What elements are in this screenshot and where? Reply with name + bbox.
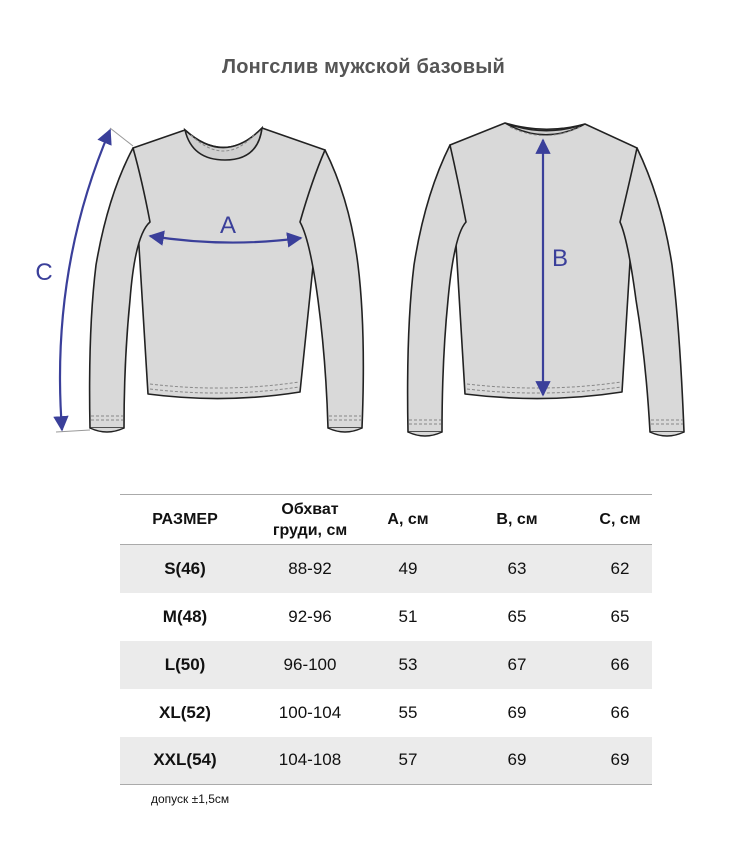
- cell-chest: 100-104: [278, 702, 342, 722]
- cell-c: 69: [610, 750, 630, 770]
- cell-a: 57: [398, 750, 418, 770]
- cell-c: 66: [610, 654, 630, 674]
- page-title: Лонгслив мужской базовый: [222, 56, 505, 78]
- cell-chest: 96-100: [283, 654, 337, 674]
- header-a: A, см: [387, 511, 429, 528]
- cell-a: 51: [398, 606, 418, 626]
- cell-size: XL(52): [159, 702, 211, 722]
- header-chest: [250, 495, 370, 545]
- table-row: [120, 545, 652, 593]
- table-row: [120, 737, 652, 785]
- back-right-sleeve: [620, 148, 684, 432]
- cell-a: 53: [398, 654, 418, 674]
- cell-c: 66: [610, 702, 630, 722]
- cell-b: 67: [507, 654, 527, 674]
- back-view: [408, 123, 684, 436]
- cell-c: 62: [610, 558, 630, 578]
- tolerance-note: допуск ±1,5см: [151, 792, 230, 806]
- size-table: [120, 494, 652, 785]
- cell-b: 65: [507, 606, 527, 626]
- table-row: [120, 593, 652, 641]
- header-c: C, см: [599, 511, 641, 528]
- table-row: [120, 689, 652, 737]
- cell-size: S(46): [164, 558, 206, 578]
- measure-b-label: B: [551, 245, 569, 272]
- header-b: B, см: [496, 511, 538, 528]
- cell-size: M(48): [162, 606, 208, 626]
- cell-b: 63: [507, 558, 527, 578]
- header-chest-line1: Обхват: [281, 500, 339, 518]
- cell-size: L(50): [164, 654, 206, 674]
- cell-c: 65: [610, 606, 630, 626]
- cell-a: 49: [398, 558, 418, 578]
- front-view: [35, 128, 363, 432]
- cell-chest: 88-92: [288, 558, 332, 578]
- cell-chest: 92-96: [288, 606, 332, 626]
- cell-size: XXL(54): [153, 750, 217, 770]
- cell-a: 55: [398, 702, 418, 722]
- header-size: РАЗМЕР: [152, 511, 218, 528]
- table-header-row: [120, 495, 652, 545]
- measure-a-label: A: [219, 212, 237, 239]
- front-body: [133, 128, 325, 399]
- cell-b: 69: [507, 702, 527, 722]
- back-left-sleeve: [408, 145, 466, 432]
- cell-chest: 104-108: [278, 750, 342, 770]
- measure-c-label: C: [35, 259, 53, 286]
- header-chest-line2: груди, см: [272, 521, 348, 539]
- table-row: [120, 641, 652, 689]
- cell-b: 69: [507, 750, 527, 770]
